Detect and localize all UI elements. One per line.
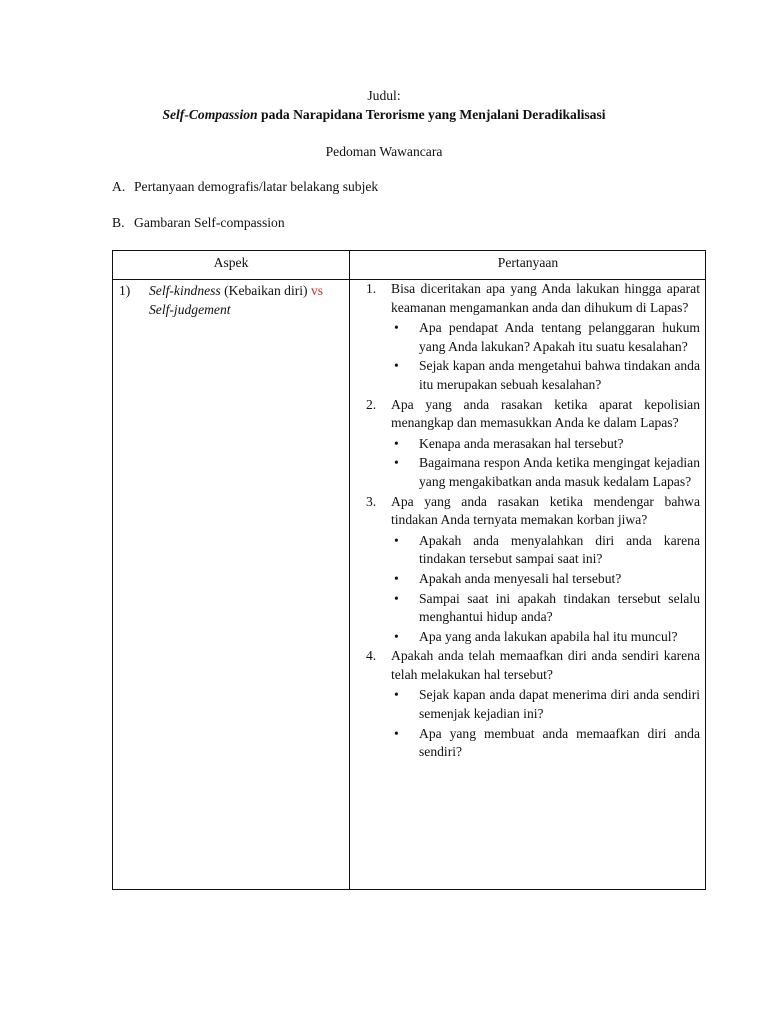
document-title xyxy=(0,107,768,123)
bullet-icon: • xyxy=(394,628,399,644)
sub-question xyxy=(356,686,700,723)
sub-question xyxy=(356,590,700,627)
aspect-term-1: Self-kindness xyxy=(149,283,221,298)
sub-question-text: Sampai saat ini apakah tindakan tersebut selalu menghantui hidup anda? xyxy=(419,590,700,625)
title-label: Judul: xyxy=(367,88,401,103)
sub-question-text: Bagaimana respon Anda ketika mengingat kejadian yang mengakibatkan anda masuk kedalam Lapas? xyxy=(419,455,700,489)
aspect-gloss: (Kebaikan diri) xyxy=(220,283,311,298)
section-a-text: Pertanyaan demografis/latar belakang subjek xyxy=(134,179,379,194)
bullet-icon: • xyxy=(394,435,399,451)
question-number: 1. xyxy=(366,281,377,296)
sub-question-list xyxy=(356,686,700,761)
column-header-pertanyaan: Pertanyaan xyxy=(497,255,559,270)
sub-question-list xyxy=(356,435,700,492)
section-b-text: Gambaran Self-compassion xyxy=(134,215,285,230)
sub-question-text: Apa yang membuat anda memaafkan diri anda sendiri? xyxy=(419,725,700,760)
sub-question xyxy=(356,435,700,454)
question-text: Apakah anda telah memaafkan diri anda sendiri karena telah melakukan hal tersebut? xyxy=(391,648,700,682)
question-text: Bisa diceritakan apa yang Anda lakukan hingga aparat keamanan mengamankan anda dan dihukum di Lapas? xyxy=(391,281,700,315)
sub-question-text: Kenapa anda merasakan hal tersebut? xyxy=(419,435,624,451)
bullet-icon: • xyxy=(394,687,399,703)
bullet-icon: • xyxy=(394,590,399,606)
section-a xyxy=(112,179,379,195)
question-text: Apa yang anda rasakan ketika mendengar bahwa tindakan Anda ternyata memakan korban jiwa? xyxy=(391,493,700,528)
questions-cell xyxy=(356,280,700,763)
section-b xyxy=(112,215,285,231)
sub-question-text: Apa yang anda lakukan apabila hal itu muncul? xyxy=(419,628,678,644)
aspect-cell xyxy=(119,281,345,319)
sub-question xyxy=(356,357,700,394)
sub-question-text: Apakah anda menyesali hal tersebut? xyxy=(419,570,622,586)
section-a-letter: A. xyxy=(112,179,126,194)
question-item xyxy=(356,280,700,395)
column-header-aspek: Aspek xyxy=(213,255,249,270)
title-italic-term: Self-Compassion xyxy=(162,107,258,122)
sub-question xyxy=(356,628,700,647)
question-text: Apa yang anda rasakan ketika aparat kepolisian menangkap dan memasukkan Anda ke dalam Lapas? xyxy=(391,396,700,431)
sub-question-text: Sejak kapan anda dapat menerima diri anda sendiri semenjak kejadian ini? xyxy=(419,687,700,722)
sub-question xyxy=(356,454,700,491)
sub-question-list xyxy=(356,319,700,394)
bullet-icon: • xyxy=(394,532,399,548)
sub-question xyxy=(356,570,700,589)
section-b-letter: B. xyxy=(112,215,125,230)
sub-question xyxy=(356,532,700,569)
sub-question-text: Sejak kapan anda mengetahui bahwa tindakan anda itu merupakan sebuah kesalahan? xyxy=(419,358,700,392)
sub-question-list xyxy=(356,532,700,647)
question-number: 3. xyxy=(366,493,377,509)
sub-question-text: Apa pendapat Anda tentang pelanggaran hukum yang Anda lakukan? Apakah itu suatu kesalahan? xyxy=(419,320,700,354)
aspect-number: 1) xyxy=(119,283,131,298)
question-number: 2. xyxy=(366,396,377,412)
document-subtitle: Pedoman Wawancara xyxy=(325,144,443,159)
sub-question-text: Apakah anda menyalahkan diri anda karena tindakan tersebut sampai saat ini? xyxy=(419,532,700,567)
sub-question xyxy=(356,319,700,356)
question-number: 4. xyxy=(366,648,377,664)
aspect-term-2: Self-judgement xyxy=(149,302,231,317)
question-item xyxy=(356,493,700,647)
aspect-text xyxy=(119,281,345,319)
table-column-divider xyxy=(349,251,350,889)
interview-table xyxy=(112,250,706,890)
title-remainder: pada Narapidana Terorisme yang Menjalani Deradikalisasi xyxy=(257,107,606,122)
bullet-icon: • xyxy=(394,455,399,471)
bullet-icon: • xyxy=(394,358,399,374)
bullet-icon: • xyxy=(394,320,399,336)
question-item xyxy=(356,647,700,762)
bullet-icon: • xyxy=(394,725,399,741)
question-item xyxy=(356,396,700,492)
bullet-icon: • xyxy=(394,570,399,586)
sub-question xyxy=(356,725,700,762)
aspect-vs: vs xyxy=(310,283,324,298)
